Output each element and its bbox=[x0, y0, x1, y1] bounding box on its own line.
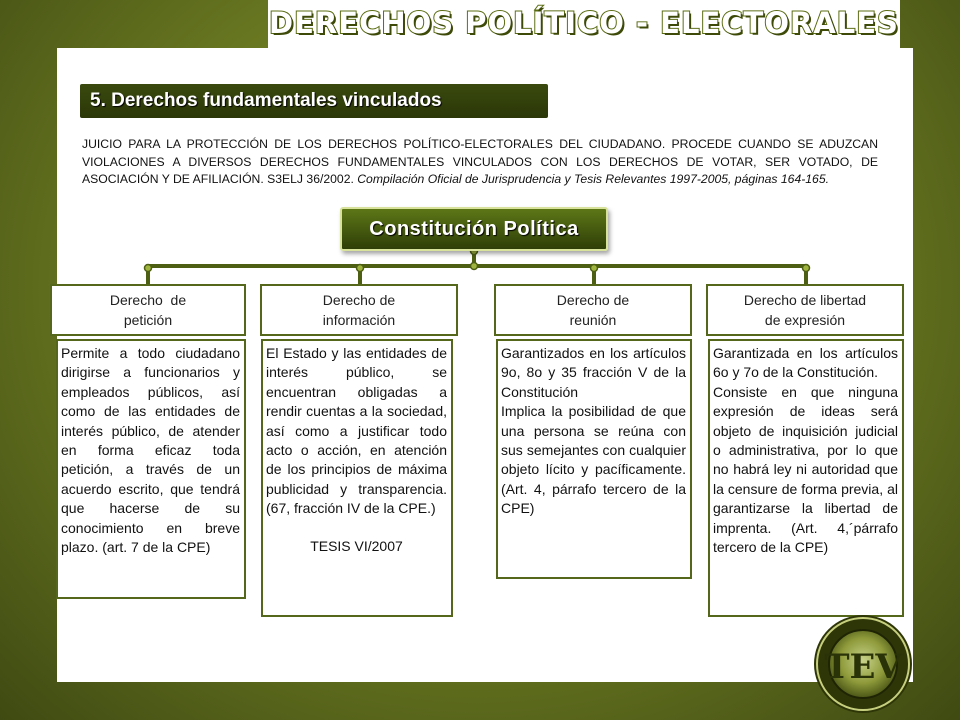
constitution-node bbox=[340, 207, 608, 251]
connector-node bbox=[803, 265, 810, 272]
assembly-body-1: Garantizados en los artículos 9o, 8o y 35 fracción V de la Constitución bbox=[501, 345, 686, 400]
connector-node bbox=[145, 265, 152, 272]
connector-node bbox=[471, 263, 478, 270]
jurisprudence-citation: Compilación Oficial de Jurisprudencia y Tesis Relevantes 1997-2005, páginas 164-165. bbox=[357, 172, 830, 186]
information-title-line2: información bbox=[322, 312, 396, 328]
expression-title-line1: Derecho de libertad bbox=[743, 292, 867, 308]
information-tesis: TESIS VI/2007 bbox=[310, 537, 403, 554]
expression-body-1: Garantizada en los artículos 6o y 7o de la Constitución. bbox=[713, 345, 898, 381]
petition-body: Permite a todo ciudadano dirigirse a funcionarios y empleados públicos, así como de las entidades de interés público, de atender en forma eficaz toda petición, a través de un acuerdo escrito, que tendrá que hacerse de su conocimiento en breve plazo. (art. 7 de la CPE) bbox=[61, 345, 240, 556]
assembly-header bbox=[494, 284, 692, 336]
information-title-line1: Derecho de bbox=[322, 292, 396, 308]
jurisprudence-text: JUICIO PARA LA PROTECCIÓN DE LOS DERECHOS POLÍTICO-ELECTORALES DEL CIUDADANO. PROCEDE CUANDO SE ADUZCAN VIOLACIONES A DIVERSOS DERECHOS FUNDAMENTALES VINCULADOS CON LOS DERECHOS DE VOTAR, SER VOTADO, DE ASOCIACIÓN Y DE AFILIACIÓN. S3ELJ 36/2002. bbox=[82, 137, 878, 186]
petition-title-line1: Derecho de bbox=[109, 292, 187, 308]
connector-node bbox=[591, 265, 598, 272]
page-title: DERECHOS POLÍTICO - ELECTORALES bbox=[269, 6, 899, 40]
tribunal-seal-logo bbox=[812, 612, 914, 716]
expression-header bbox=[706, 284, 904, 336]
information-description bbox=[261, 339, 453, 617]
information-header bbox=[260, 284, 458, 336]
assembly-description bbox=[496, 339, 692, 579]
information-body: El Estado y las entidades de interés público, se encuentran obligadas a rendir cuentas a la sociedad, así como a justificar todo acto o acción, en atención de los principios de máxima publicidad y transparencia. (67, fracción IV de la CPE.) bbox=[266, 345, 447, 517]
expression-description bbox=[708, 339, 904, 617]
petition-description bbox=[56, 339, 246, 599]
constitution-label: Constitución Política bbox=[369, 217, 579, 240]
petition-header bbox=[50, 284, 246, 336]
assembly-title-line2: reunión bbox=[569, 312, 617, 328]
expression-title-line2: de expresión bbox=[764, 312, 846, 328]
svg-text:TEV: TEV bbox=[824, 647, 902, 687]
section-heading-label: 5. Derechos fundamentales vinculados bbox=[90, 90, 442, 111]
assembly-body-2: Implica la posibilidad de que una persona se reúna con sus semejantes con cualquier objeto lícito y pacíficamente. (Art. 4, párrafo tercero de la CPE) bbox=[501, 403, 686, 517]
connector-node bbox=[357, 265, 364, 272]
assembly-title-line1: Derecho de bbox=[556, 292, 630, 308]
petition-title-line2: petición bbox=[123, 312, 173, 328]
expression-body-2: Consiste en que ninguna expresión de ideas será objeto de inquisición judicial o administrativa, por lo que no habrá ley ni autoridad que la censure de forma previa, al garantizarse la libertad de imprenta. (Art. 4,´párrafo tercero de la CPE) bbox=[713, 383, 898, 556]
